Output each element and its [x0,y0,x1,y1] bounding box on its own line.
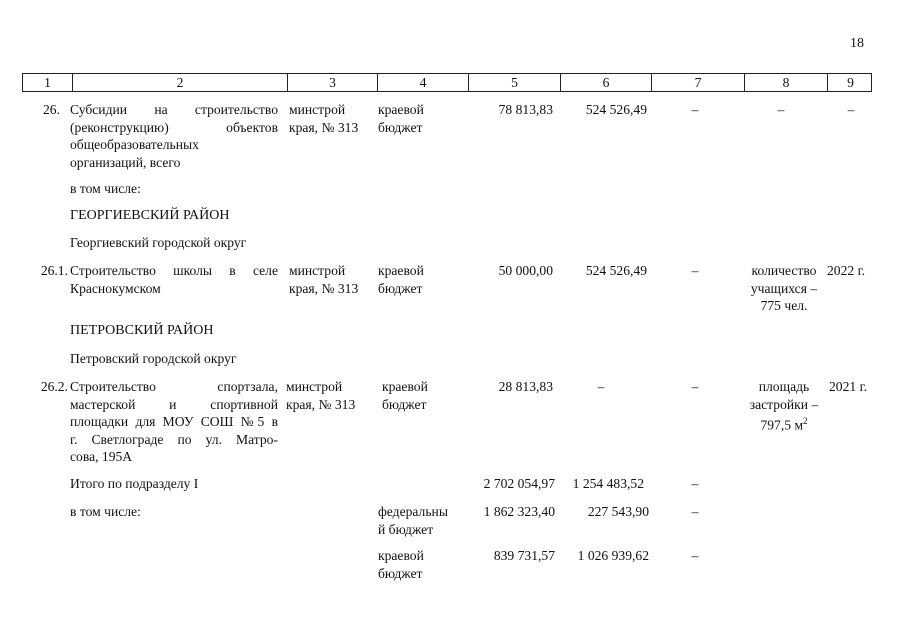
row-26-1-ministry-line-1: минстрой [289,263,346,278]
area-value: 797,5 м [760,417,804,433]
row-26-col-8: – [777,102,785,117]
regional-col-7: – [691,548,699,563]
row-26-1-col-8-line-1: количество [751,263,817,278]
row-26-2-name-line-3: площадки для МОУ СОШ №5 в [70,414,278,429]
row-26-1-col-7: – [691,263,699,278]
federal-col-5: 1 862 323,40 [483,504,555,519]
row-26-2-col-8-line-1: площадь [758,379,810,394]
total-col-7: – [691,476,699,491]
header-col-2: 2 [73,74,288,91]
row-26-col-7: – [691,102,699,117]
row-26-2-col-8-line-3 [744,413,824,434]
federal-col-7: – [691,504,699,519]
okrug-petrovsky: Петровский городской округ [70,351,237,366]
row-26-name-line-4: организаций, всего [70,154,181,170]
header-col-8: 8 [745,74,828,91]
federal-budget-line-1: федеральны [378,504,448,519]
row-26-name-line-2: (реконструкцию) объектов [70,119,278,135]
row-26-2-ministry-line-1: минстрой [286,379,343,394]
header-col-9: 9 [847,75,854,90]
regional-budget-line-1: краевой [378,548,424,563]
row-26-2-budget-line-2: бюджет [382,396,427,412]
row-26-1-name-line-2: Краснокумском [70,280,161,296]
row-26-ministry-line-1: минстрой [289,102,346,117]
row-26-2-col-8-line-2: застройки – [749,396,819,412]
regional-budget-line-2: бюджет [378,565,423,581]
row-26-1-number: 26.1. [40,263,68,278]
federal-col-6: 227 543,90 [587,504,649,519]
total-label: Итого по подразделу I [70,476,199,491]
header-col-7: 7 [652,74,745,91]
header-col-3: 3 [288,74,378,91]
header-col-1: 1 [23,74,73,91]
row-26-1-ministry-line-2: края, № 313 [289,280,359,296]
row-26-budget-line-1: краевой [378,102,424,117]
row-26-number: 26. [43,102,60,117]
row-26-ministry-line-2: края, № 313 [289,119,359,135]
district-heading-petrovsky: ПЕТРОВСКИЙ РАЙОН [70,323,214,338]
area-unit-superscript: 2 [803,416,808,426]
header-col-5: 5 [469,74,561,91]
row-26-col-5: 78 813,83 [498,102,553,117]
row-26-1-name-line-1: Строительство школы в селе [70,263,278,278]
row-26-name-line-1: Субсидии на строительство [70,102,278,117]
total-col-5: 2 702 054,97 [483,476,555,491]
district-heading-georgievsky: ГЕОРГИЕВСКИЙ РАЙОН [70,208,230,223]
row-26-1-col-8-line-2: учащихся – [750,280,818,296]
header-col-6: 6 [561,74,652,91]
row-26-budget-line-2: бюджет [378,119,423,135]
table-header [22,73,872,92]
row-26-2-col-6: – [597,379,605,394]
total-col-6: 1 254 483,52 [572,476,644,491]
row-26-2-name-line-5: сова, 195А [70,449,133,464]
row-26-1-col-6: 524 526,49 [585,263,647,278]
including-label-1: в том числе: [70,181,141,196]
row-26-2-col-7: – [691,379,699,394]
row-26-2-col-5: 28 813,83 [498,379,553,394]
row-26-1-col-8-line-3: 775 чел. [760,298,808,313]
row-26-2-name-line-1: Строительство спортзала, [70,379,278,394]
regional-col-6: 1 026 939,62 [577,548,649,563]
regional-col-5: 839 731,57 [493,548,555,563]
row-26-2-name-line-4: г. Светлограде по ул. Матро- [70,431,278,447]
row-26-1-col-5: 50 000,00 [498,263,553,278]
header-col-4: 4 [378,74,469,91]
row-26-col-6: 524 526,49 [585,102,647,117]
row-26-1-col-9: 2022 г. [827,263,866,278]
including-label-2: в том числе: [70,504,141,519]
row-26-name-line-3: общеобразовательных [70,137,199,152]
page-number: 18 [850,36,864,51]
federal-budget-line-2: й бюджет [378,521,434,537]
row-26-1-budget-line-1: краевой [378,263,424,278]
row-26-1-budget-line-2: бюджет [378,280,423,296]
row-26-2-col-9: 2021 г. [829,379,868,394]
row-26-2-ministry-line-2: края, № 313 [286,396,356,412]
row-26-2-number: 26.2. [40,379,68,394]
okrug-georgievsky: Георгиевский городской округ [70,235,247,250]
row-26-2-budget-line-1: краевой [382,379,428,394]
row-26-2-name-line-2: мастерской и спортивной [70,396,278,412]
row-26-col-9: – [847,102,855,117]
